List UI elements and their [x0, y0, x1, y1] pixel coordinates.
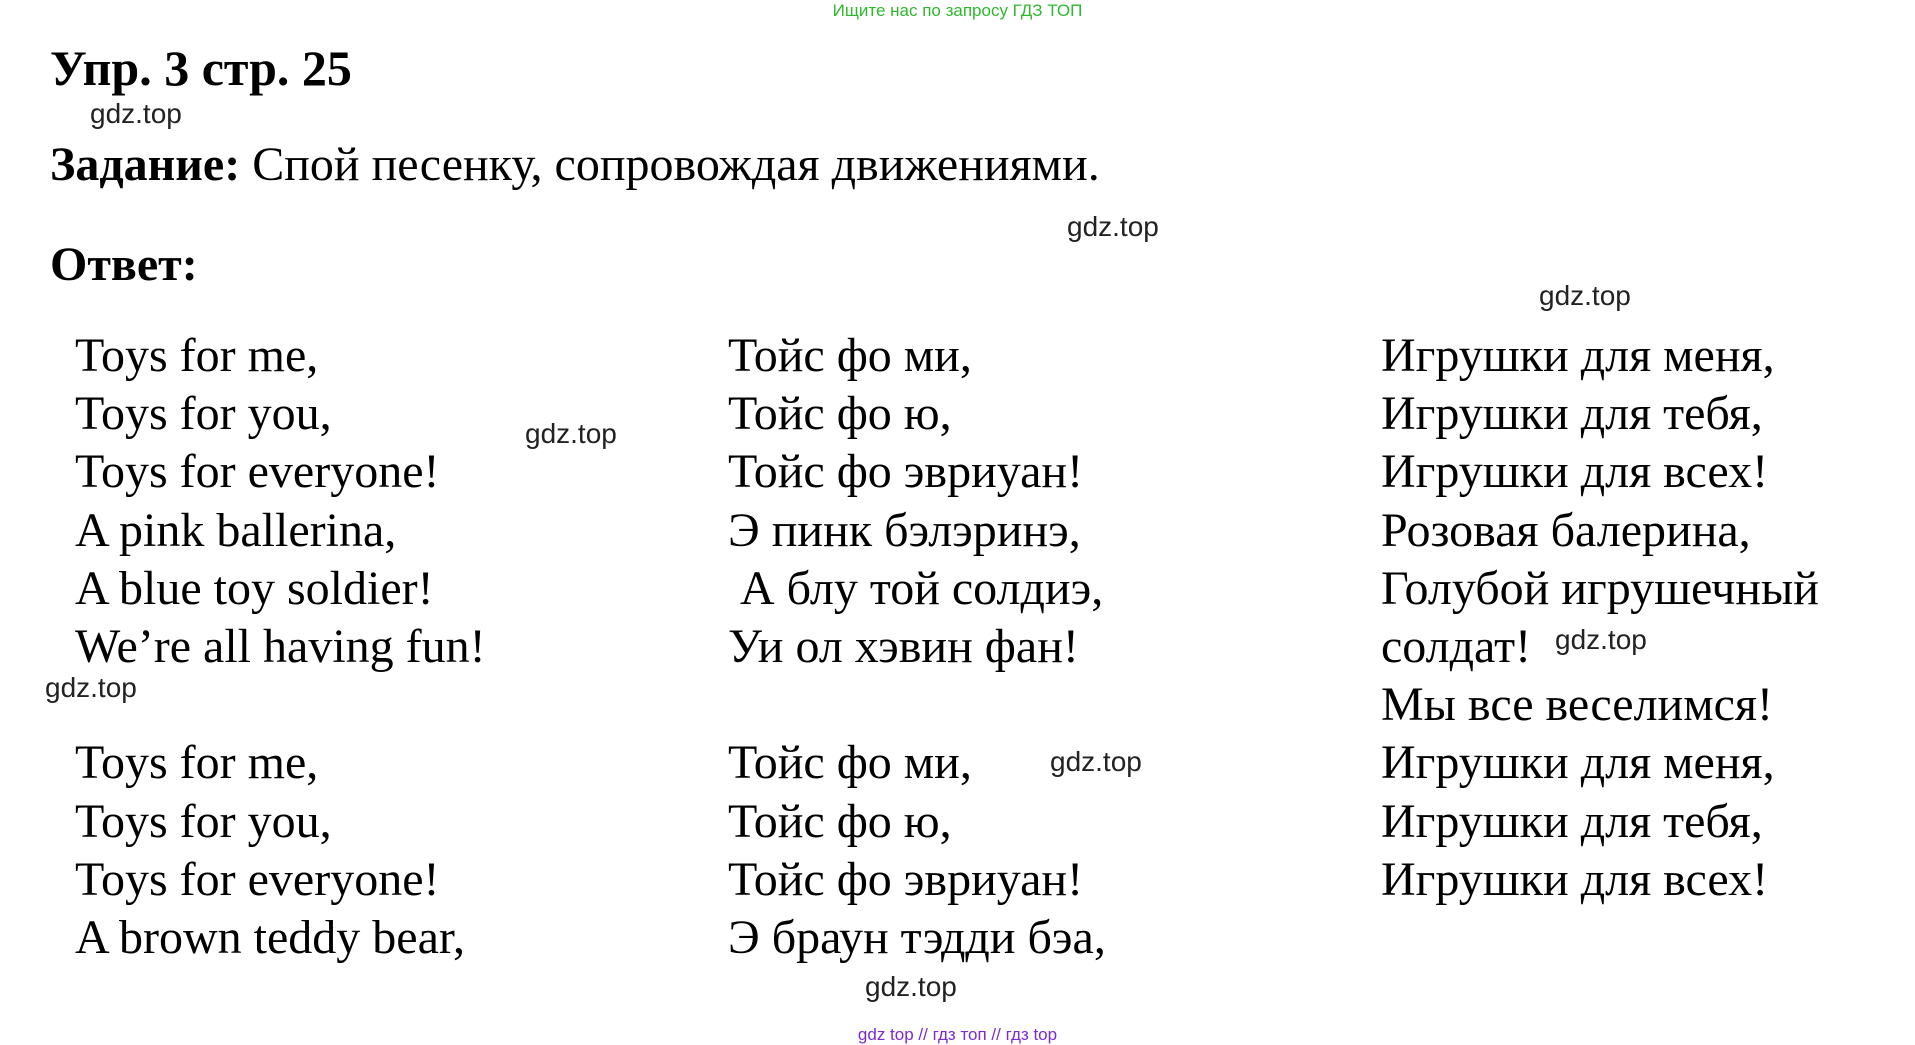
top-banner: Ищите нас по запросу ГДЗ ТОП — [832, 1, 1083, 20]
watermark: gdz.top — [865, 971, 957, 1002]
answer-label: Ответ: — [50, 238, 198, 291]
transcription-line: Уи ол хэвин фан! — [728, 619, 1079, 673]
transcription-line: Э пинк бэлэринэ, — [728, 503, 1081, 557]
english-line: A brown teddy bear, — [75, 910, 465, 964]
translation-line: Игрушки для всех! — [1381, 445, 1769, 499]
exercise-heading: Упр. 3 стр. 25 — [50, 40, 352, 96]
translation-line: Игрушки для меня, — [1381, 736, 1775, 790]
watermark: gdz.top — [45, 672, 137, 703]
transcription-line: Э браун тэдди бэа, — [728, 910, 1106, 964]
watermark: gdz.top — [90, 98, 182, 129]
watermark: gdz.top — [525, 418, 617, 449]
english-line: Toys for me, — [75, 736, 319, 790]
transcription-line: Тойс фо ми, — [728, 329, 972, 382]
watermark: gdz.top — [1539, 280, 1631, 311]
transcription-line: Тойс фо ми, — [728, 736, 972, 790]
english-line: We’re all having fun! — [75, 619, 486, 673]
english-line: A pink ballerina, — [75, 503, 397, 557]
task-line — [50, 137, 1100, 193]
english-line: Toys for you, — [75, 794, 332, 848]
transcription-line: Тойс фо ю, — [728, 794, 952, 848]
task-label: Задание: — [50, 138, 241, 191]
watermark: gdz.top — [1067, 211, 1159, 242]
translation-column — [1381, 327, 1819, 909]
english-line: Toys for you, — [75, 387, 332, 441]
translation-line: Мы все веселимся! — [1381, 678, 1773, 732]
translation-line: Игрушки для тебя, — [1381, 387, 1763, 441]
transcription-line — [728, 676, 1106, 734]
footer-links: gdz top // гдз топ // гдз top — [857, 1025, 1058, 1044]
english-column — [75, 327, 486, 967]
transcription-line: Тойс фо ю, — [728, 387, 952, 441]
translation-line: Голубой игрушечный — [1381, 561, 1819, 615]
translation-line: Игрушки для меня, — [1381, 329, 1775, 382]
transcription-column — [728, 327, 1106, 967]
translation-line: Игрушки для тебя, — [1381, 794, 1763, 848]
english-line: Toys for everyone! — [75, 852, 440, 906]
english-line: A blue toy soldier! — [75, 561, 434, 615]
transcription-line: Тойс фо эвриуан! — [728, 852, 1084, 906]
watermark: gdz.top — [1050, 746, 1142, 777]
english-line: Toys for me, — [75, 329, 319, 382]
task-text: Спой песенку, сопровождая движениями. — [240, 138, 1100, 191]
transcription-line: А блу той солдиэ, — [728, 561, 1104, 615]
translation-line: солдат! — [1381, 619, 1532, 673]
translation-line: Розовая балерина, — [1381, 503, 1751, 557]
watermark: gdz.top — [1555, 624, 1647, 655]
translation-line: Игрушки для всех! — [1381, 852, 1769, 906]
transcription-line: Тойс фо эвриуан! — [728, 445, 1084, 499]
english-line: Toys for everyone! — [75, 445, 440, 499]
